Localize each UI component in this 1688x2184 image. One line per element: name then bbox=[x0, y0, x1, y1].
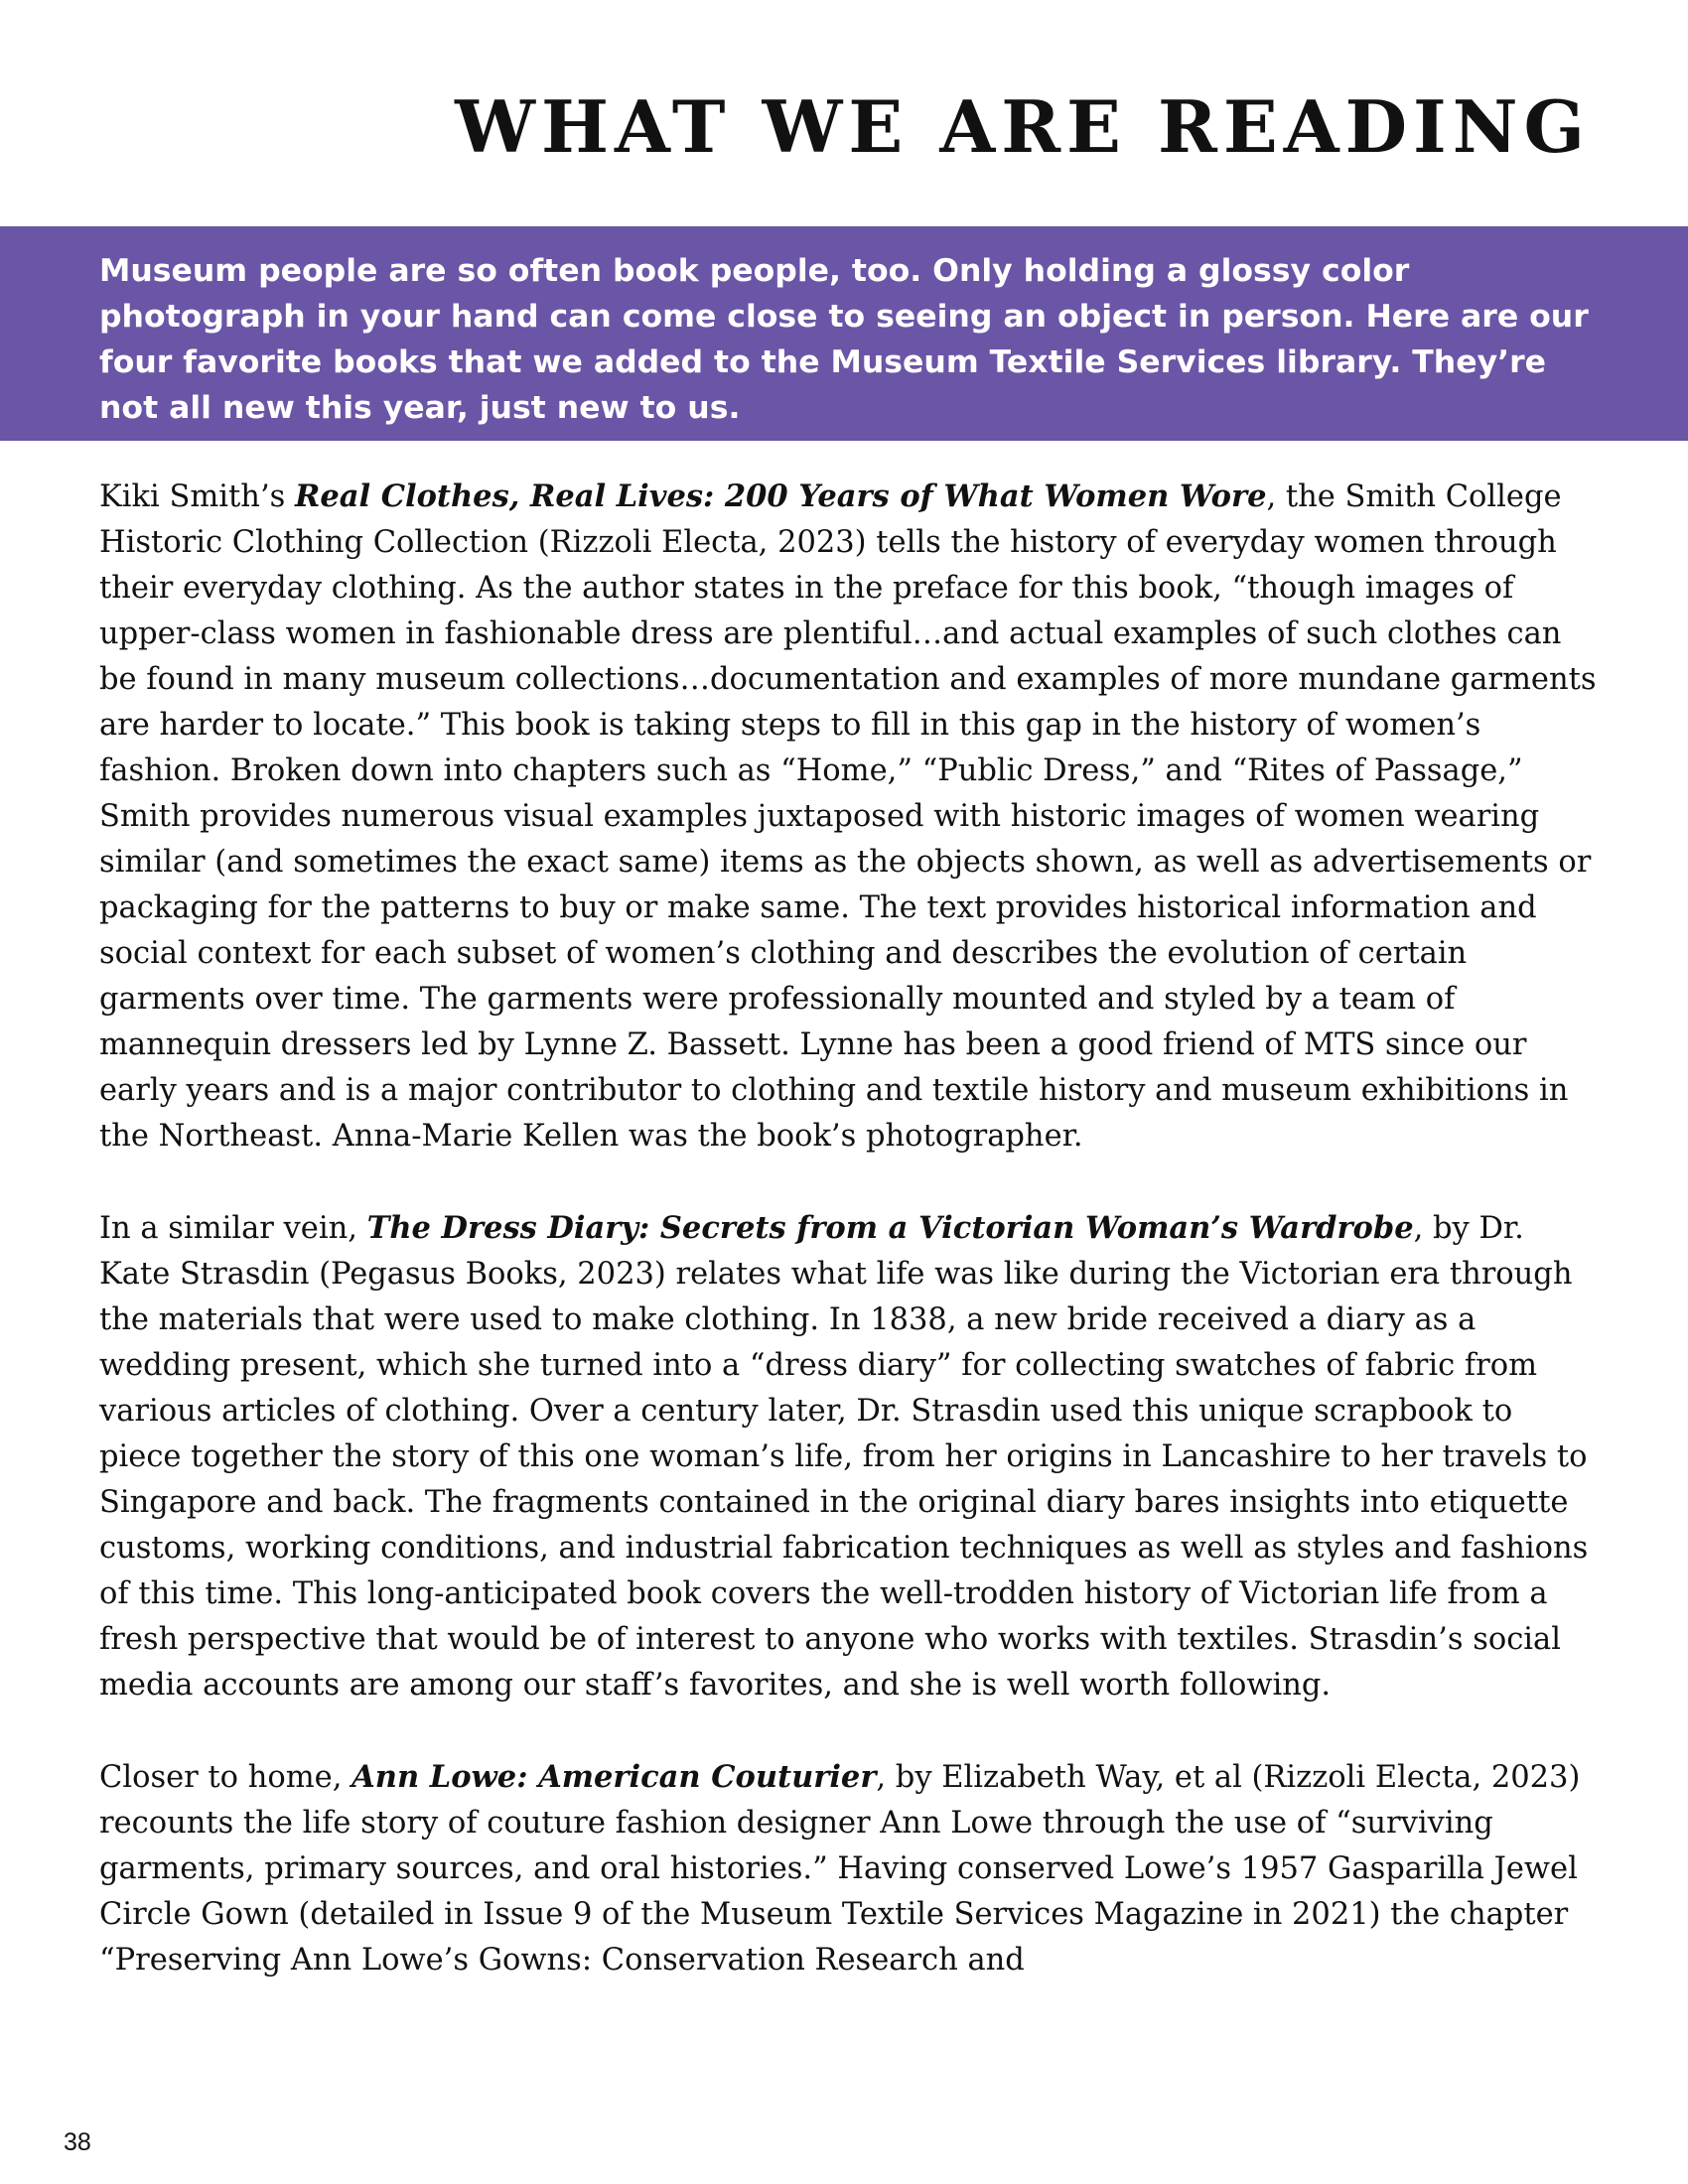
page-number: 38 bbox=[64, 2128, 91, 2156]
paragraph-1-lead: Kiki Smith’s bbox=[99, 479, 295, 514]
page-title: WHAT WE ARE READING bbox=[455, 84, 1591, 169]
paragraph-1-text: , the Smith College Historic Clothing Collection (Rizzoli Electa, 2023) tells the history of everyday women through their everyday clothing. As the author states in the preface for this book, “though images of upper-class women in fashionable dress are plentiful…and actual examples of such clothes can be found in many museum collections…documentation and examples of more mundane garments are harder to locate.” This book is taking steps to fill in this gap in the history of women’s fashion. Broken down into chapters such as “Home,” “Public Dress,” and “Rites of Passage,” Smith provides numerous visual examples juxtaposed with historic images of women wearing similar (and sometimes the exact same) items as the objects shown, as well as advertisements or packaging for the patterns to buy or make same. The text provides historical information and social context for each subset of women’s clothing and describes the evolution of certain garments over time. The garments were professionally mounted and styled by a team of mannequin dressers led by Lynne Z. Bassett. Lynne has been a good friend of MTS since our early years and is a major contributor to clothing and textile history and museum exhibitions in the Northeast. Anna-Marie Kellen was the book’s photographer. bbox=[99, 479, 1597, 1154]
paragraph-2-lead: In a similar vein, bbox=[99, 1211, 367, 1246]
paragraph-3-lead: Closer to home, bbox=[99, 1760, 352, 1795]
article-paragraph-1 bbox=[99, 474, 1599, 1160]
intro-text: Museum people are so often book people, too. Only holding a glossy color photograph in your hand can come close to seeing an object in person. Here are our four favorite books that we added to the Museum Textile Services library. They’re not all new this year, just new to us. bbox=[99, 253, 1589, 426]
paragraph-3-text: , by Elizabeth Way, et al (Rizzoli Electa, 2023) recounts the life story of couture fashion designer Ann Lowe through the use of “surviving garments, primary sources, and oral histories.” Having conserved Lowe’s 1957 Gasparilla Jewel Circle Gown (detailed in Issue 9 of the Museum Textile Services Magazine in 2021) the chapter “Preserving Ann Lowe’s Gowns: Conservation Research and bbox=[99, 1760, 1581, 1978]
book-title-ann-lowe: Ann Lowe: American Couturier bbox=[352, 1759, 877, 1795]
article-paragraph-3 bbox=[99, 1754, 1599, 1983]
book-title-real-clothes: Real Clothes, Real Lives: 200 Years of What Women Wore bbox=[294, 478, 1267, 514]
article-paragraph-2 bbox=[99, 1205, 1599, 1708]
intro-banner bbox=[0, 226, 1688, 441]
book-title-dress-diary: The Dress Diary: Secrets from a Victorian Woman’s Wardrobe bbox=[366, 1210, 1414, 1246]
paragraph-2-text: , by Dr. Kate Strasdin (Pegasus Books, 2023) relates what life was like during the Victorian era through the materials that were used to make clothing. In 1838, a new bride received a diary as a wedding present, which she turned into a “dress diary” for collecting swatches of fabric from various articles of clothing. Over a century later, Dr. Strasdin used this unique scrapbook to piece together the story of this one woman’s life, from her origins in Lancashire to her travels to Singapore and back. The fragments contained in the original diary bares insights into etiquette customs, working conditions, and industrial fabrication techniques as well as styles and fashions of this time. This long-anticipated book covers the well-trodden history of Victorian life from a fresh perspective that would be of interest to anyone who works with textiles. Strasdin’s social media accounts are among our staff’s favorites, and she is well worth following. bbox=[99, 1211, 1589, 1703]
article-body bbox=[99, 474, 1599, 2029]
